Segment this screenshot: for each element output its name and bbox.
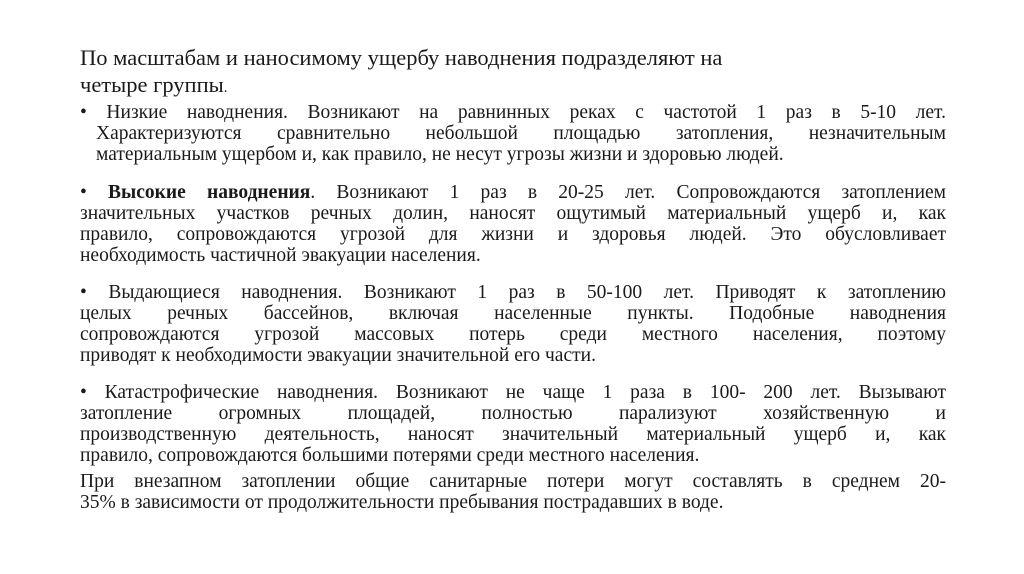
- title-period: .: [223, 80, 228, 96]
- paragraph-catastrophic-floods: [80, 382, 946, 466]
- title-text: четыре группы: [80, 72, 224, 97]
- text-line: значительных участков речных долин, наносят ощутимый материальный ущерб и, как: [80, 203, 946, 224]
- text-line: материальным ущербом и, как правило, не несут угрозы жизни и здоровью людей.: [96, 144, 784, 165]
- text-segment: . Возникают 1 раз в 20-25 лет. Сопровождаются затоплением: [310, 182, 947, 203]
- text-line: необходимость частичной эвакуации населения.: [80, 245, 481, 266]
- text-line: целых речных бассейнов, включая населенные пункты. Подобные наводнения: [80, 303, 946, 324]
- paragraph-low-floods: [80, 102, 946, 165]
- text-line: сопровождаются угрозой массовых потерь среди местного населения, поэтому: [80, 324, 946, 345]
- text-line: правило, сопровождаются большими потерями среди местного населения.: [80, 445, 700, 466]
- text-line: Характеризуются сравнительно небольшой площадью затопления, незначительным: [96, 123, 946, 144]
- text-line: • Выдающиеся наводнения. Возникают 1 раз в 50-100 лет. Приводят к затоплению: [80, 282, 946, 303]
- text-line: производственную деятельность, наносят значительный материальный ущерб и, как: [80, 424, 946, 445]
- paragraph-sanitary-losses: [80, 471, 946, 513]
- paragraph-outstanding-floods: [80, 282, 946, 366]
- bold-term: Высокие наводнения: [108, 182, 311, 203]
- bullet: •: [80, 182, 109, 203]
- text-line: • Катастрофические наводнения. Возникают не чаще 1 раза в 100- 200 лет. Вызывают: [80, 382, 946, 403]
- slide-title: [80, 44, 950, 102]
- text-line: При внезапном затоплении общие санитарные потери могут составлять в среднем 20-: [80, 471, 946, 492]
- title-line: По масштабам и наносимому ущербу наводнения подразделяют на: [80, 45, 723, 70]
- text-line: затопление огромных площадей, полностью парализуют хозяйственную и: [80, 403, 946, 424]
- text-line: приводят к необходимости эвакуации значительной его части.: [80, 345, 596, 366]
- text-line: [80, 182, 946, 203]
- text-line: правило, сопровождаются угрозой для жизни и здоровья людей. Это обусловливает: [80, 224, 946, 245]
- paragraph-high-floods: [80, 182, 946, 266]
- text-line: 35% в зависимости от продолжительности пребывания пострадавших в воде.: [80, 492, 724, 513]
- title-line: [80, 71, 950, 102]
- text-line: • Низкие наводнения. Возникают на равнинных реках с частотой 1 раз в 5-10 лет.: [80, 102, 946, 123]
